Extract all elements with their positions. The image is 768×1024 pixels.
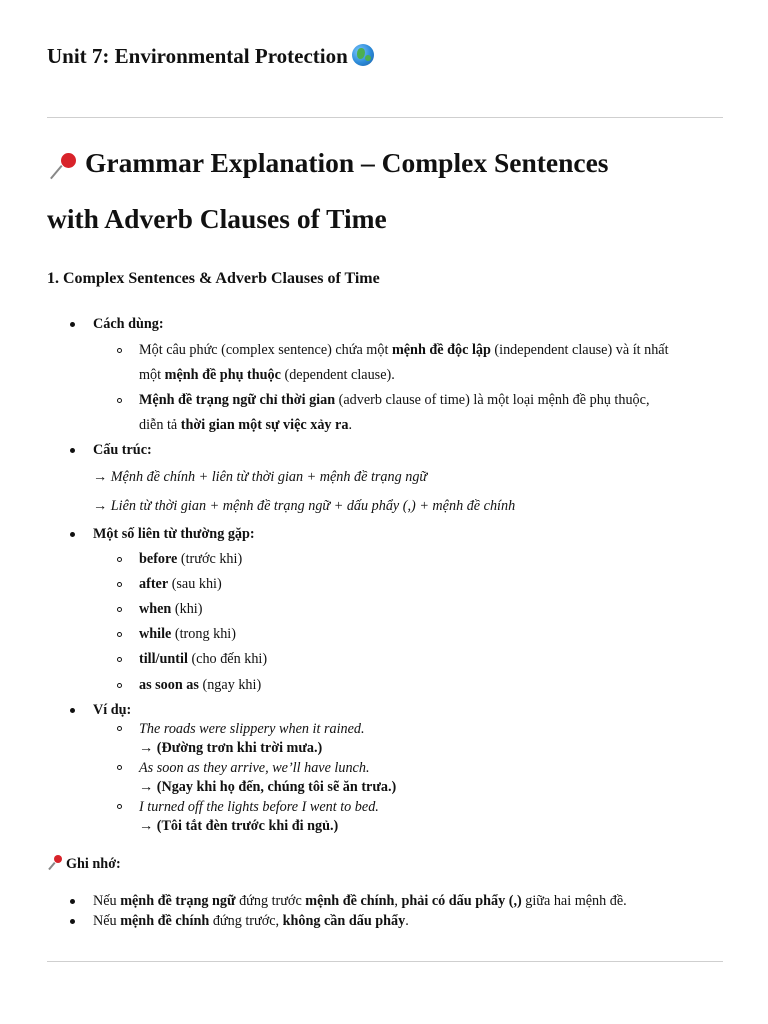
conjunction-item: before (trước khi) (139, 551, 243, 567)
sub-bullet (117, 657, 122, 662)
structure-label: Cấu trúc: (93, 442, 152, 458)
conjunction-item: when (khi) (139, 601, 203, 617)
sub-bullet (117, 607, 122, 612)
structure-formula1: → Mệnh đề chính + liên từ thời gian + mệnh đề trạng ngữ (93, 469, 428, 485)
conjunctions-label: Một số liên từ thường gặp: (93, 526, 255, 542)
bullet (70, 919, 75, 924)
note-item1: Nếu mệnh đề trạng ngữ đứng trước mệnh đề chính, phải có dấu phẩy (,) giữa hai mệnh đề. (93, 893, 627, 909)
pushpin-icon (47, 150, 79, 182)
example-vietnamese: → (Đường trơn khi trời mưa.) (139, 740, 323, 756)
example-vietnamese: → (Tôi tắt đèn trước khi đi ngủ.) (139, 818, 339, 834)
sub-bullet (117, 582, 122, 587)
sub-bullet (117, 804, 122, 809)
main-heading-text: Grammar Explanation – Complex Sentences (85, 147, 609, 178)
main-heading-line2: with Adverb Clauses of Time (47, 203, 387, 234)
sub-bullet (117, 557, 122, 562)
sub-bullet (117, 348, 122, 353)
example-english: The roads were slippery when it rained. (139, 721, 365, 737)
divider-top (47, 117, 723, 118)
globe-icon (352, 44, 374, 66)
main-heading-line1 (47, 147, 609, 182)
section1-title: 1. Complex Sentences & Adverb Clauses of Time (47, 270, 380, 287)
bullet (70, 708, 75, 713)
sub-bullet (117, 726, 122, 731)
sub-bullet (117, 398, 122, 403)
unit-title (47, 44, 374, 69)
structure-formula2: → Liên từ thời gian + mệnh đề trạng ngữ + dấu phẩy (,) + mệnh đề chính (93, 498, 516, 514)
bullet (70, 899, 75, 904)
usage-item1-line1: Một câu phức (complex sentence) chứa một mệnh đề độc lập (independent clause) và ít nhất (139, 342, 669, 358)
conjunction-item: after (sau khi) (139, 576, 222, 592)
note-label: Ghi nhớ: (66, 856, 121, 872)
divider-bottom (47, 961, 723, 962)
example-english: I turned off the lights before I went to bed. (139, 799, 379, 815)
example-english: As soon as they arrive, we’ll have lunch. (139, 760, 370, 776)
sub-bullet (117, 683, 122, 688)
conjunction-item: till/until (cho đến khi) (139, 651, 268, 667)
examples-label: Ví dụ: (93, 702, 132, 718)
usage-item2-line1: Mệnh đề trạng ngữ chỉ thời gian (adverb clause of time) là một loại mệnh đề phụ thuộc, (139, 392, 650, 408)
unit-title-text: Unit 7: Environmental Protection (47, 44, 348, 68)
usage-item2-line2: diễn tả thời gian một sự việc xảy ra. (139, 417, 352, 433)
conjunction-item: while (trong khi) (139, 626, 236, 642)
example-vietnamese: → (Ngay khi họ đến, chúng tôi sẽ ăn trưa.) (139, 779, 397, 795)
conjunction-item: as soon as (ngay khi) (139, 677, 262, 693)
bullet (70, 448, 75, 453)
pushpin-icon (47, 854, 64, 871)
note-item2: Nếu mệnh đề chính đứng trước, không cần dấu phẩy. (93, 913, 409, 929)
usage-item1-line2: một mệnh đề phụ thuộc (dependent clause). (139, 367, 395, 383)
note-heading (47, 854, 121, 873)
bullet (70, 532, 75, 537)
sub-bullet (117, 765, 122, 770)
sub-bullet (117, 632, 122, 637)
bullet (70, 322, 75, 327)
usage-label: Cách dùng: (93, 316, 164, 332)
